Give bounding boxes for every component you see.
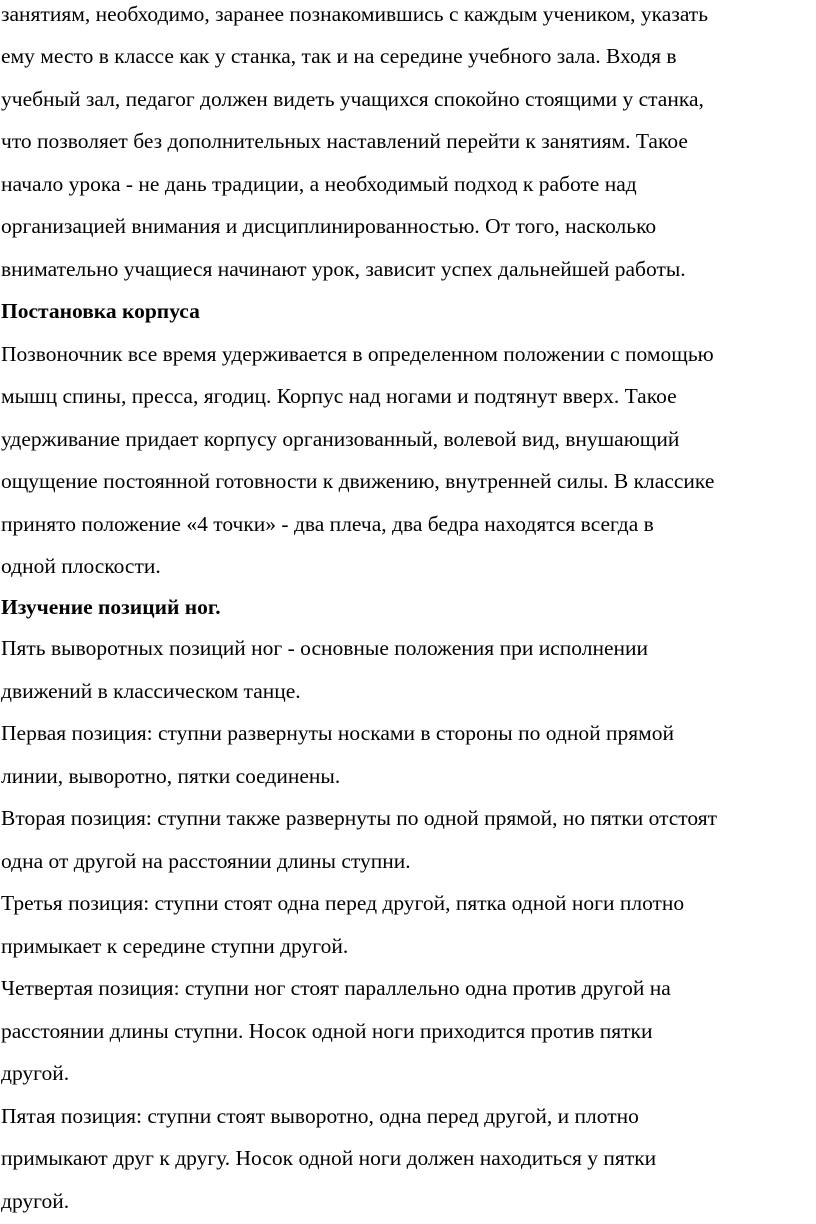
- body-text-line: другой.: [1, 1061, 70, 1085]
- body-text-line: Пять выворотных позиций ног - основные положения при исполнении: [1, 636, 649, 660]
- body-text-line: Четвертая позиция: ступни ног стоят параллельно одна против другой на: [1, 976, 671, 1000]
- body-text-line: Пятая позиция: ступни стоят выворотно, одна перед другой, и плотно: [1, 1104, 639, 1128]
- body-text-line: Позвоночник все время удерживается в определенном положении с помощью: [1, 342, 714, 366]
- body-text-line: Первая позиция: ступни развернуты носками в стороны по одной прямой: [1, 721, 674, 745]
- body-text-line: примыкают друг к другу. Носок одной ноги должен находиться у пятки: [1, 1146, 657, 1170]
- body-text-line: что позволяет без дополнительных наставлений перейти к занятиям. Такое: [1, 129, 688, 153]
- body-text-line: расстоянии длины ступни. Носок одной ноги приходится против пятки: [1, 1019, 653, 1043]
- body-text-line: ему место в классе как у станка, так и на середине учебного зала. Входя в: [1, 44, 677, 68]
- body-text-line: Третья позиция: ступни стоят одна перед другой, пятка одной ноги плотно: [1, 891, 685, 915]
- body-text-line: линии, выворотно, пятки соединены.: [1, 764, 341, 788]
- body-text-line: организацией внимания и дисциплинированностью. От того, насколько: [1, 214, 657, 238]
- body-text-line: начало урока - не дань традиции, а необходимый подход к работе над: [1, 172, 637, 196]
- body-text-line: мышц спины, пресса, ягодиц. Корпус над ногами и подтянут вверх. Такое: [1, 384, 677, 408]
- body-text-line: удерживание придает корпусу организованный, волевой вид, внушающий: [1, 427, 680, 451]
- section-heading-feet-positions: Изучение позиций ног.: [1, 595, 221, 619]
- body-text-line: Вторая позиция: ступни также развернуты по одной прямой, но пятки отстоят: [1, 806, 718, 830]
- body-text-line: одной плоскости.: [1, 554, 161, 578]
- section-heading-posture: Постановка корпуса: [1, 299, 200, 323]
- body-text-line: учебный зал, педагог должен видеть учащихся спокойно стоящими у станка,: [1, 87, 704, 111]
- body-text-line: движений в классическом танце.: [1, 679, 301, 703]
- body-text-line: ощущение постоянной готовности к движению, внутренней силы. В классике: [1, 469, 715, 493]
- body-text-line: занятиям, необходимо, заранее познакомившись с каждым учеником, указать: [1, 2, 709, 26]
- body-text-line: принято положение «4 точки» - два плеча, два бедра находятся всегда в: [1, 512, 654, 536]
- body-text-line: другой.: [1, 1189, 70, 1213]
- body-text-line: внимательно учащиеся начинают урок, зависит успех дальнейшей работы.: [1, 257, 686, 281]
- body-text-line: примыкает к середине ступни другой.: [1, 934, 349, 958]
- body-text-line: одна от другой на расстоянии длины ступни.: [1, 849, 411, 873]
